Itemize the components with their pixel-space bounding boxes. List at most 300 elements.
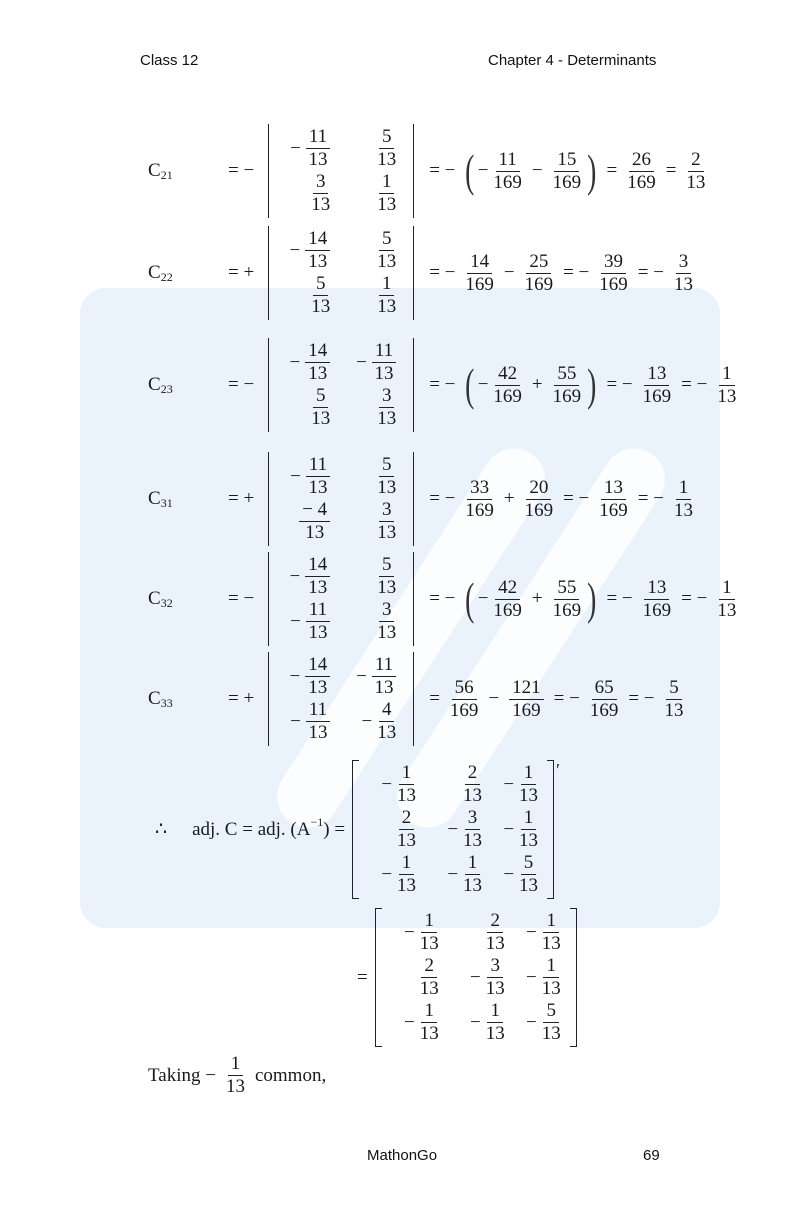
numerator: 5 xyxy=(543,1000,559,1023)
fraction xyxy=(671,251,696,296)
fraction-body xyxy=(490,363,525,408)
operator: = − xyxy=(606,374,633,395)
cofactor-subscript: 21 xyxy=(160,167,173,182)
numerator: 14 xyxy=(305,228,330,251)
denominator: 13 xyxy=(308,622,328,643)
fraction xyxy=(596,251,631,296)
equation-c21 xyxy=(148,124,708,218)
numerator: 13 xyxy=(644,577,669,600)
cofactor-symbol: C xyxy=(148,160,161,181)
right-paren: ) xyxy=(587,573,597,624)
fraction-body xyxy=(550,363,585,408)
equals-sign: = + xyxy=(228,688,255,709)
denominator: 13 xyxy=(311,296,331,317)
minus-sign: − xyxy=(289,565,301,587)
numerator: 5 xyxy=(379,454,395,477)
fraction-body xyxy=(374,599,399,644)
fraction-body xyxy=(394,807,419,852)
fraction xyxy=(404,910,442,955)
operator: = − xyxy=(429,488,456,509)
denominator: 13 xyxy=(397,830,417,851)
fraction-body xyxy=(662,677,687,722)
matrix-entry xyxy=(448,1000,514,1045)
numerator: 1 xyxy=(421,1000,437,1023)
fraction-body xyxy=(714,577,739,622)
operator: = − xyxy=(681,588,708,609)
denominator: 169 xyxy=(449,699,479,721)
numerator: 14 xyxy=(305,554,330,577)
denominator: 169 xyxy=(524,499,554,521)
operator: = xyxy=(665,160,677,181)
fraction xyxy=(374,554,399,599)
determinant xyxy=(268,124,414,218)
fraction-body xyxy=(374,171,399,216)
denominator: 169 xyxy=(599,273,628,295)
adjoint-result xyxy=(350,908,577,1047)
operator: + xyxy=(531,374,543,395)
denominator: 13 xyxy=(485,1023,505,1044)
fraction-body xyxy=(460,852,485,897)
matrix-entry xyxy=(359,807,425,852)
equation-c23 xyxy=(148,338,739,432)
minus-sign: − xyxy=(381,773,393,795)
denominator: 13 xyxy=(377,522,397,543)
denominator: 13 xyxy=(374,677,394,698)
operator: = − xyxy=(681,374,708,395)
fraction-body xyxy=(447,677,482,722)
matrix xyxy=(375,908,577,1047)
left-paren: ( xyxy=(465,359,475,410)
denominator: 13 xyxy=(485,978,505,999)
operator: + xyxy=(503,488,515,509)
fraction-body xyxy=(671,477,696,522)
operator: = − xyxy=(429,160,456,181)
fraction-body xyxy=(374,454,399,499)
minus-sign: − xyxy=(503,773,515,795)
fraction-body xyxy=(550,149,585,194)
numerator: 11 xyxy=(496,149,520,172)
denominator: 169 xyxy=(552,171,582,193)
fraction xyxy=(308,273,333,318)
fraction-body xyxy=(308,385,333,430)
denominator: 13 xyxy=(308,677,328,698)
equation-c22 xyxy=(148,226,696,320)
numerator: 13 xyxy=(601,477,626,500)
fraction xyxy=(289,654,333,699)
denominator: 13 xyxy=(664,699,684,721)
transpose-mark: ′ xyxy=(556,760,560,780)
fraction xyxy=(462,251,497,296)
fraction xyxy=(624,149,659,194)
adjoint-text: adj. C = adj. (A xyxy=(192,818,311,840)
matrix-entry xyxy=(273,385,339,430)
denominator: 13 xyxy=(311,194,331,215)
denominator: 13 xyxy=(308,363,328,384)
numerator: 1 xyxy=(465,852,481,875)
operator: − xyxy=(503,262,515,283)
fraction xyxy=(308,171,333,216)
right-paren: ) xyxy=(587,359,597,410)
denominator: 13 xyxy=(377,149,397,170)
operator: = − xyxy=(563,488,590,509)
fraction xyxy=(308,385,333,430)
fraction xyxy=(381,852,419,897)
fraction xyxy=(462,477,497,522)
minus-sign: − xyxy=(289,239,301,261)
fraction xyxy=(361,699,399,744)
fraction xyxy=(714,577,739,622)
fraction xyxy=(447,807,485,852)
adjoint-equation xyxy=(148,760,560,899)
numerator: 1 xyxy=(521,807,537,830)
fraction xyxy=(460,762,485,807)
denominator: 13 xyxy=(519,830,539,851)
cofactor-label xyxy=(148,374,228,396)
numerator: 1 xyxy=(543,955,559,978)
denominator: 169 xyxy=(465,499,494,521)
denominator: 13 xyxy=(673,499,693,521)
fraction xyxy=(662,677,687,722)
matrix-entry xyxy=(448,955,514,1000)
numerator: 11 xyxy=(372,340,396,363)
fraction-body xyxy=(302,228,333,273)
fraction xyxy=(470,1000,508,1045)
numerator: 1 xyxy=(421,910,437,933)
fraction-body xyxy=(394,762,419,807)
denominator: 13 xyxy=(308,477,328,498)
matrix-entry xyxy=(359,762,425,807)
fraction-body xyxy=(539,910,564,955)
minus-sign: − xyxy=(289,351,301,373)
fraction-body xyxy=(462,477,497,522)
numerator: 3 xyxy=(379,385,395,408)
determinant xyxy=(268,226,414,320)
fraction-body xyxy=(516,762,541,807)
fraction-body xyxy=(303,454,333,499)
denominator: 13 xyxy=(485,933,505,954)
numerator: 14 xyxy=(467,251,492,274)
fraction-body xyxy=(308,171,333,216)
operator: = − xyxy=(429,262,456,283)
fraction-body xyxy=(462,251,497,296)
numerator: 3 xyxy=(465,807,481,830)
denominator: 13 xyxy=(377,296,397,317)
operator: = − xyxy=(563,262,590,283)
numerator: 1 xyxy=(487,1000,503,1023)
fraction xyxy=(374,385,399,430)
operator: = − xyxy=(553,688,580,709)
denominator: 13 xyxy=(686,171,706,193)
numerator: 4 xyxy=(379,699,395,722)
matrix-entry xyxy=(491,852,547,897)
fraction xyxy=(289,340,333,385)
denominator: 169 xyxy=(642,385,672,407)
left-bracket xyxy=(352,760,359,899)
cofactor-label xyxy=(148,688,228,710)
equation-c32 xyxy=(148,552,739,646)
denominator: 13 xyxy=(377,622,397,643)
fraction xyxy=(550,363,585,408)
fraction xyxy=(374,499,399,544)
matrix-entry xyxy=(491,762,547,807)
matrix-entry xyxy=(339,171,405,216)
fraction xyxy=(374,171,399,216)
numerator: 121 xyxy=(509,677,544,700)
denominator: 13 xyxy=(311,408,331,429)
matrix-grid xyxy=(382,908,570,1047)
fraction xyxy=(506,677,547,722)
fraction xyxy=(503,762,541,807)
fraction xyxy=(296,499,333,544)
fraction xyxy=(374,454,399,499)
matrix-entry xyxy=(339,273,405,318)
fraction-body xyxy=(223,1053,248,1098)
operator: = − xyxy=(606,588,633,609)
fraction-body xyxy=(683,149,708,194)
operator: = − xyxy=(628,688,655,709)
fraction xyxy=(503,807,541,852)
numerator: 11 xyxy=(306,126,330,149)
operator: = − xyxy=(637,488,664,509)
matrix-entry xyxy=(514,955,570,1000)
numerator: 15 xyxy=(554,149,579,172)
matrix-entry xyxy=(273,228,339,273)
denominator: 13 xyxy=(673,273,693,295)
matrix-entry xyxy=(359,852,425,897)
minus-sign: − xyxy=(477,160,489,181)
numerator: 5 xyxy=(379,228,395,251)
denominator: 169 xyxy=(493,385,522,407)
numerator: 2 xyxy=(688,149,704,172)
numerator: 1 xyxy=(719,577,735,600)
matrix-entry xyxy=(339,126,405,171)
numerator: 1 xyxy=(719,363,735,386)
cofactor-label xyxy=(148,488,228,510)
numerator: 1 xyxy=(379,273,395,296)
fraction xyxy=(381,762,419,807)
fraction xyxy=(478,577,525,622)
fraction-body xyxy=(296,499,333,544)
matrix-entry xyxy=(339,454,405,499)
fraction-body xyxy=(714,363,739,408)
fraction-body xyxy=(539,1000,564,1045)
fraction xyxy=(374,228,399,273)
denominator: 169 xyxy=(552,599,582,621)
matrix-entry xyxy=(339,599,405,644)
fraction-body xyxy=(374,126,399,171)
matrix-entry xyxy=(273,554,339,599)
fraction-body xyxy=(522,251,557,296)
matrix-entry xyxy=(273,126,339,171)
denominator: 169 xyxy=(599,499,628,521)
fraction xyxy=(290,599,333,644)
cofactor-symbol: C xyxy=(148,374,161,395)
numerator: 5 xyxy=(521,852,537,875)
fraction xyxy=(417,955,442,1000)
fraction xyxy=(522,251,557,296)
cofactor-symbol: C xyxy=(148,262,161,283)
fraction xyxy=(447,852,485,897)
right-bracket xyxy=(570,908,577,1047)
minus-sign: − xyxy=(290,465,301,487)
matrix-entry xyxy=(273,699,339,744)
numerator: 39 xyxy=(601,251,626,274)
denominator: 13 xyxy=(377,408,397,429)
therefore-symbol: ∴ xyxy=(155,819,168,840)
numerator: 65 xyxy=(592,677,617,700)
numerator: 42 xyxy=(495,363,520,386)
denominator: 13 xyxy=(519,875,539,896)
denominator: 169 xyxy=(589,699,619,721)
numerator: 5 xyxy=(379,554,395,577)
equals-sign: = − xyxy=(228,160,255,181)
fraction-body xyxy=(483,910,508,955)
denominator: 13 xyxy=(308,577,328,598)
determinant xyxy=(268,452,414,546)
numerator: 1 xyxy=(399,762,415,785)
fraction xyxy=(550,149,585,194)
matrix-entry xyxy=(339,385,405,430)
operator: − xyxy=(488,688,500,709)
equals-sign: = − xyxy=(228,588,255,609)
denominator: 169 xyxy=(627,171,656,193)
denominator: 13 xyxy=(374,363,394,384)
fraction-body xyxy=(539,955,564,1000)
denominator: 169 xyxy=(493,599,522,621)
header-chapter: Chapter 4 - Determinants xyxy=(488,52,657,69)
adjoint-text-end: ) = xyxy=(323,818,346,840)
minus-sign: − xyxy=(526,1011,537,1033)
fraction-body xyxy=(417,910,442,955)
minus-sign: − xyxy=(289,665,301,687)
cofactor-subscript: 32 xyxy=(160,595,173,610)
denominator: 13 xyxy=(377,722,397,743)
header-class: Class 12 xyxy=(140,52,199,69)
minus-sign: − xyxy=(447,863,459,885)
numerator: 3 xyxy=(379,599,395,622)
fraction xyxy=(526,955,564,1000)
equals-sign: = + xyxy=(228,262,255,283)
numerator: 33 xyxy=(467,477,492,500)
fraction-body xyxy=(640,363,675,408)
fraction-body xyxy=(516,852,541,897)
denominator: 13 xyxy=(225,1076,245,1097)
cofactor-symbol: C xyxy=(148,688,161,709)
matrix-entry xyxy=(339,499,405,544)
matrix-entry xyxy=(382,955,448,1000)
cofactor-subscript: 31 xyxy=(160,495,173,510)
denominator: 169 xyxy=(512,699,541,721)
numerator: 1 xyxy=(379,171,395,194)
determinant xyxy=(268,552,414,646)
matrix-entry xyxy=(425,852,491,897)
fraction xyxy=(483,910,508,955)
fraction-body xyxy=(302,654,333,699)
numerator: 13 xyxy=(644,363,669,386)
denominator: 13 xyxy=(419,933,439,954)
fraction-body xyxy=(374,554,399,599)
minus-sign: − xyxy=(477,588,489,609)
fraction-body xyxy=(303,126,333,171)
fraction-body xyxy=(374,385,399,430)
taking-text: Taking − xyxy=(148,1064,216,1086)
minus-sign: − xyxy=(290,137,301,159)
taking-common-line xyxy=(148,1053,333,1098)
fraction-body xyxy=(303,599,333,644)
footer-brand: MathonGo xyxy=(367,1147,438,1164)
fraction xyxy=(356,340,399,385)
matrix xyxy=(352,760,560,899)
numerator: 3 xyxy=(676,251,692,274)
numerator: 14 xyxy=(305,654,330,677)
matrix-entry xyxy=(273,599,339,644)
minus-sign: − xyxy=(356,665,367,687)
minus-sign: − xyxy=(290,610,301,632)
minus-sign: − xyxy=(356,351,367,373)
minus-sign: − xyxy=(477,374,489,395)
denominator: 13 xyxy=(305,522,325,543)
matrix-entry xyxy=(491,807,547,852)
fraction xyxy=(714,363,739,408)
numerator: 1 xyxy=(399,852,415,875)
numerator: 26 xyxy=(629,149,654,172)
minus-sign: − xyxy=(503,863,515,885)
numerator: 56 xyxy=(452,677,477,700)
matrix-entry xyxy=(339,228,405,273)
numerator: 3 xyxy=(487,955,503,978)
denominator: 169 xyxy=(524,273,554,295)
fraction xyxy=(522,477,557,522)
fraction-body xyxy=(308,273,333,318)
operator: = xyxy=(606,160,618,181)
fraction xyxy=(526,1000,564,1045)
fraction-body xyxy=(460,807,485,852)
fraction-body xyxy=(483,955,508,1000)
fraction xyxy=(596,477,631,522)
denominator: 13 xyxy=(308,149,328,170)
fraction xyxy=(550,577,585,622)
fraction xyxy=(290,126,333,171)
matrix-entry xyxy=(273,171,339,216)
equation-c31 xyxy=(148,452,696,546)
numerator: 1 xyxy=(543,910,559,933)
cofactor-label xyxy=(148,262,228,284)
numerator: − 4 xyxy=(299,499,330,522)
numerator: 11 xyxy=(306,699,330,722)
fraction-body xyxy=(516,807,541,852)
numerator: 14 xyxy=(305,340,330,363)
fraction-body xyxy=(596,251,631,296)
matrix-entry xyxy=(273,454,339,499)
matrix-entry xyxy=(273,273,339,318)
minus-sign: − xyxy=(503,818,515,840)
determinant xyxy=(268,338,414,432)
minus-sign: − xyxy=(470,1011,481,1033)
fraction-body xyxy=(374,228,399,273)
denominator: 13 xyxy=(541,978,561,999)
fraction xyxy=(447,677,482,722)
denominator: 13 xyxy=(397,785,417,806)
denominator: 13 xyxy=(541,1023,561,1044)
fraction xyxy=(671,477,696,522)
numerator: 20 xyxy=(526,477,551,500)
fraction-body xyxy=(374,699,399,744)
numerator: 55 xyxy=(554,363,579,386)
equation-c33 xyxy=(148,652,687,746)
fraction-body xyxy=(624,149,659,194)
equals-sign: = + xyxy=(228,488,255,509)
denominator: 13 xyxy=(419,978,439,999)
